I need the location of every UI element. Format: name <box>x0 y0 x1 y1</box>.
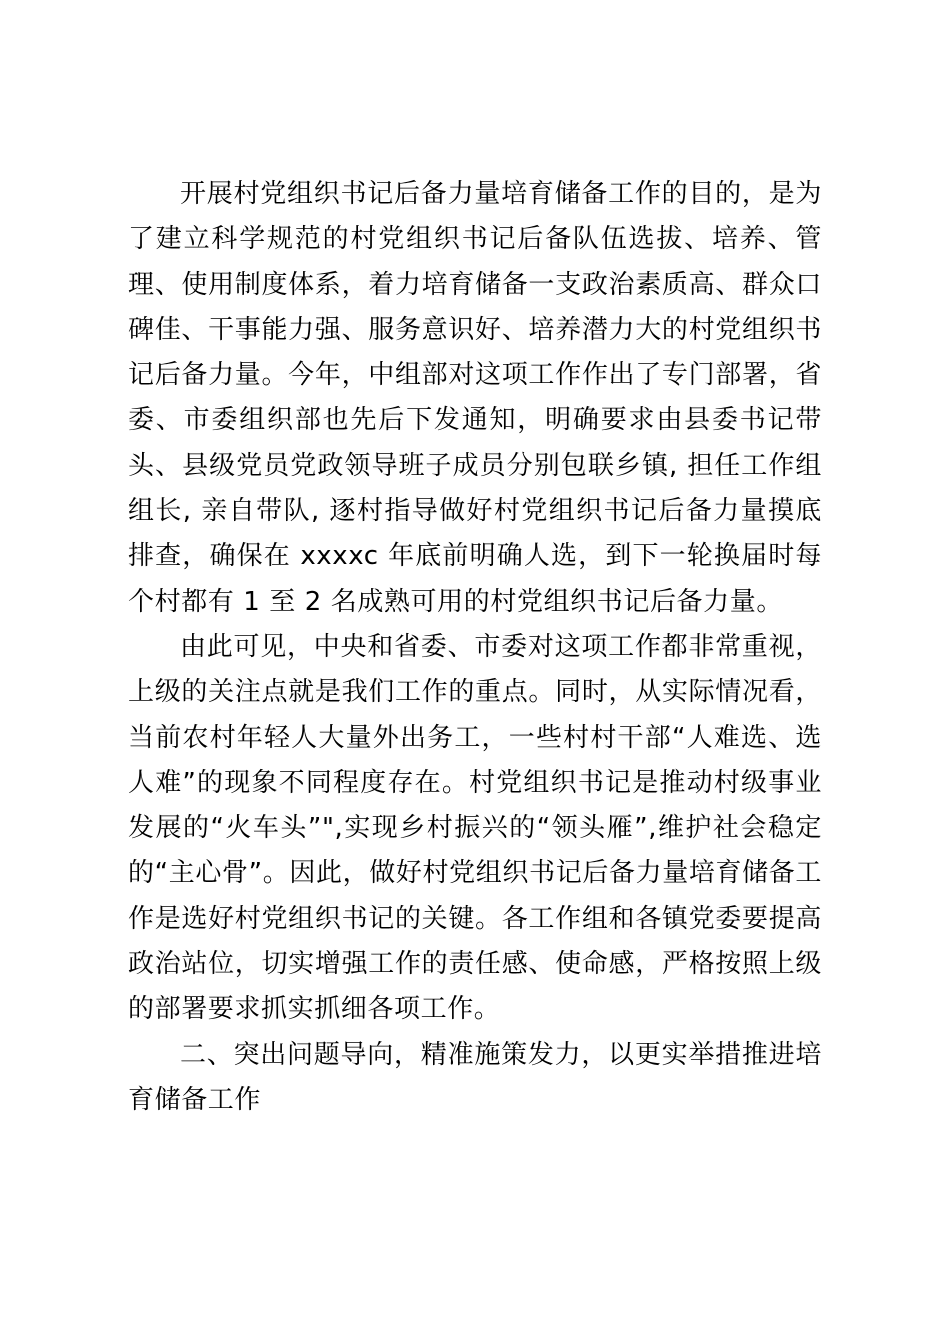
document-body <box>128 172 822 1123</box>
paragraph-purpose: 开展村党组织书记后备力量培育储备工作的目的，是为了建立科学规范的村党组织书记后备队伍选拔、培养、管理、使用制度体系，着力培育储备一支政治素质高、群众口碑佳、干事能力强、服务意识好、培养潜力大的村党组织书记后备力量。今年，中组部对这项工作作出了专门部署，省委、市委组织部也先后下发通知，明确要求由县委书记带头、县级党员党政领导班子成员分别包联乡镇, 担任工作组组长, 亲自带队, 逐村指导做好村党组织书记后备力量摸底排查，确保在 xxxxc 年底前明确人选，到下一轮换届时每个村都有 1 至 2 名成熟可用的村党组织书记后备力量。 <box>128 179 822 617</box>
section-heading-two: 二、突出问题导向，精准施策发力，以更实举措推进培育储备工作 <box>128 1039 822 1115</box>
paragraph-importance: 由此可见，中央和省委、市委对这项工作都非常重视，上级的关注点就是我们工作的重点。同时，从实际情况看，当前农村年轻人大量外出务工，一些村村干部“人难选、选人难”的现象不同程度存在。村党组织书记是推动村级事业发展的“火车头”",实现乡村振兴的“领头雁”,维护社会稳定的“主心骨”。因此，做好村党组织书记后备力量培育储备工作是选好村党组织书记的关键。各工作组和各镇党委要提高政治站位，切实增强工作的责任感、使命感，严格按照上级的部署要求抓实抓细各项工作。 <box>128 631 822 1025</box>
